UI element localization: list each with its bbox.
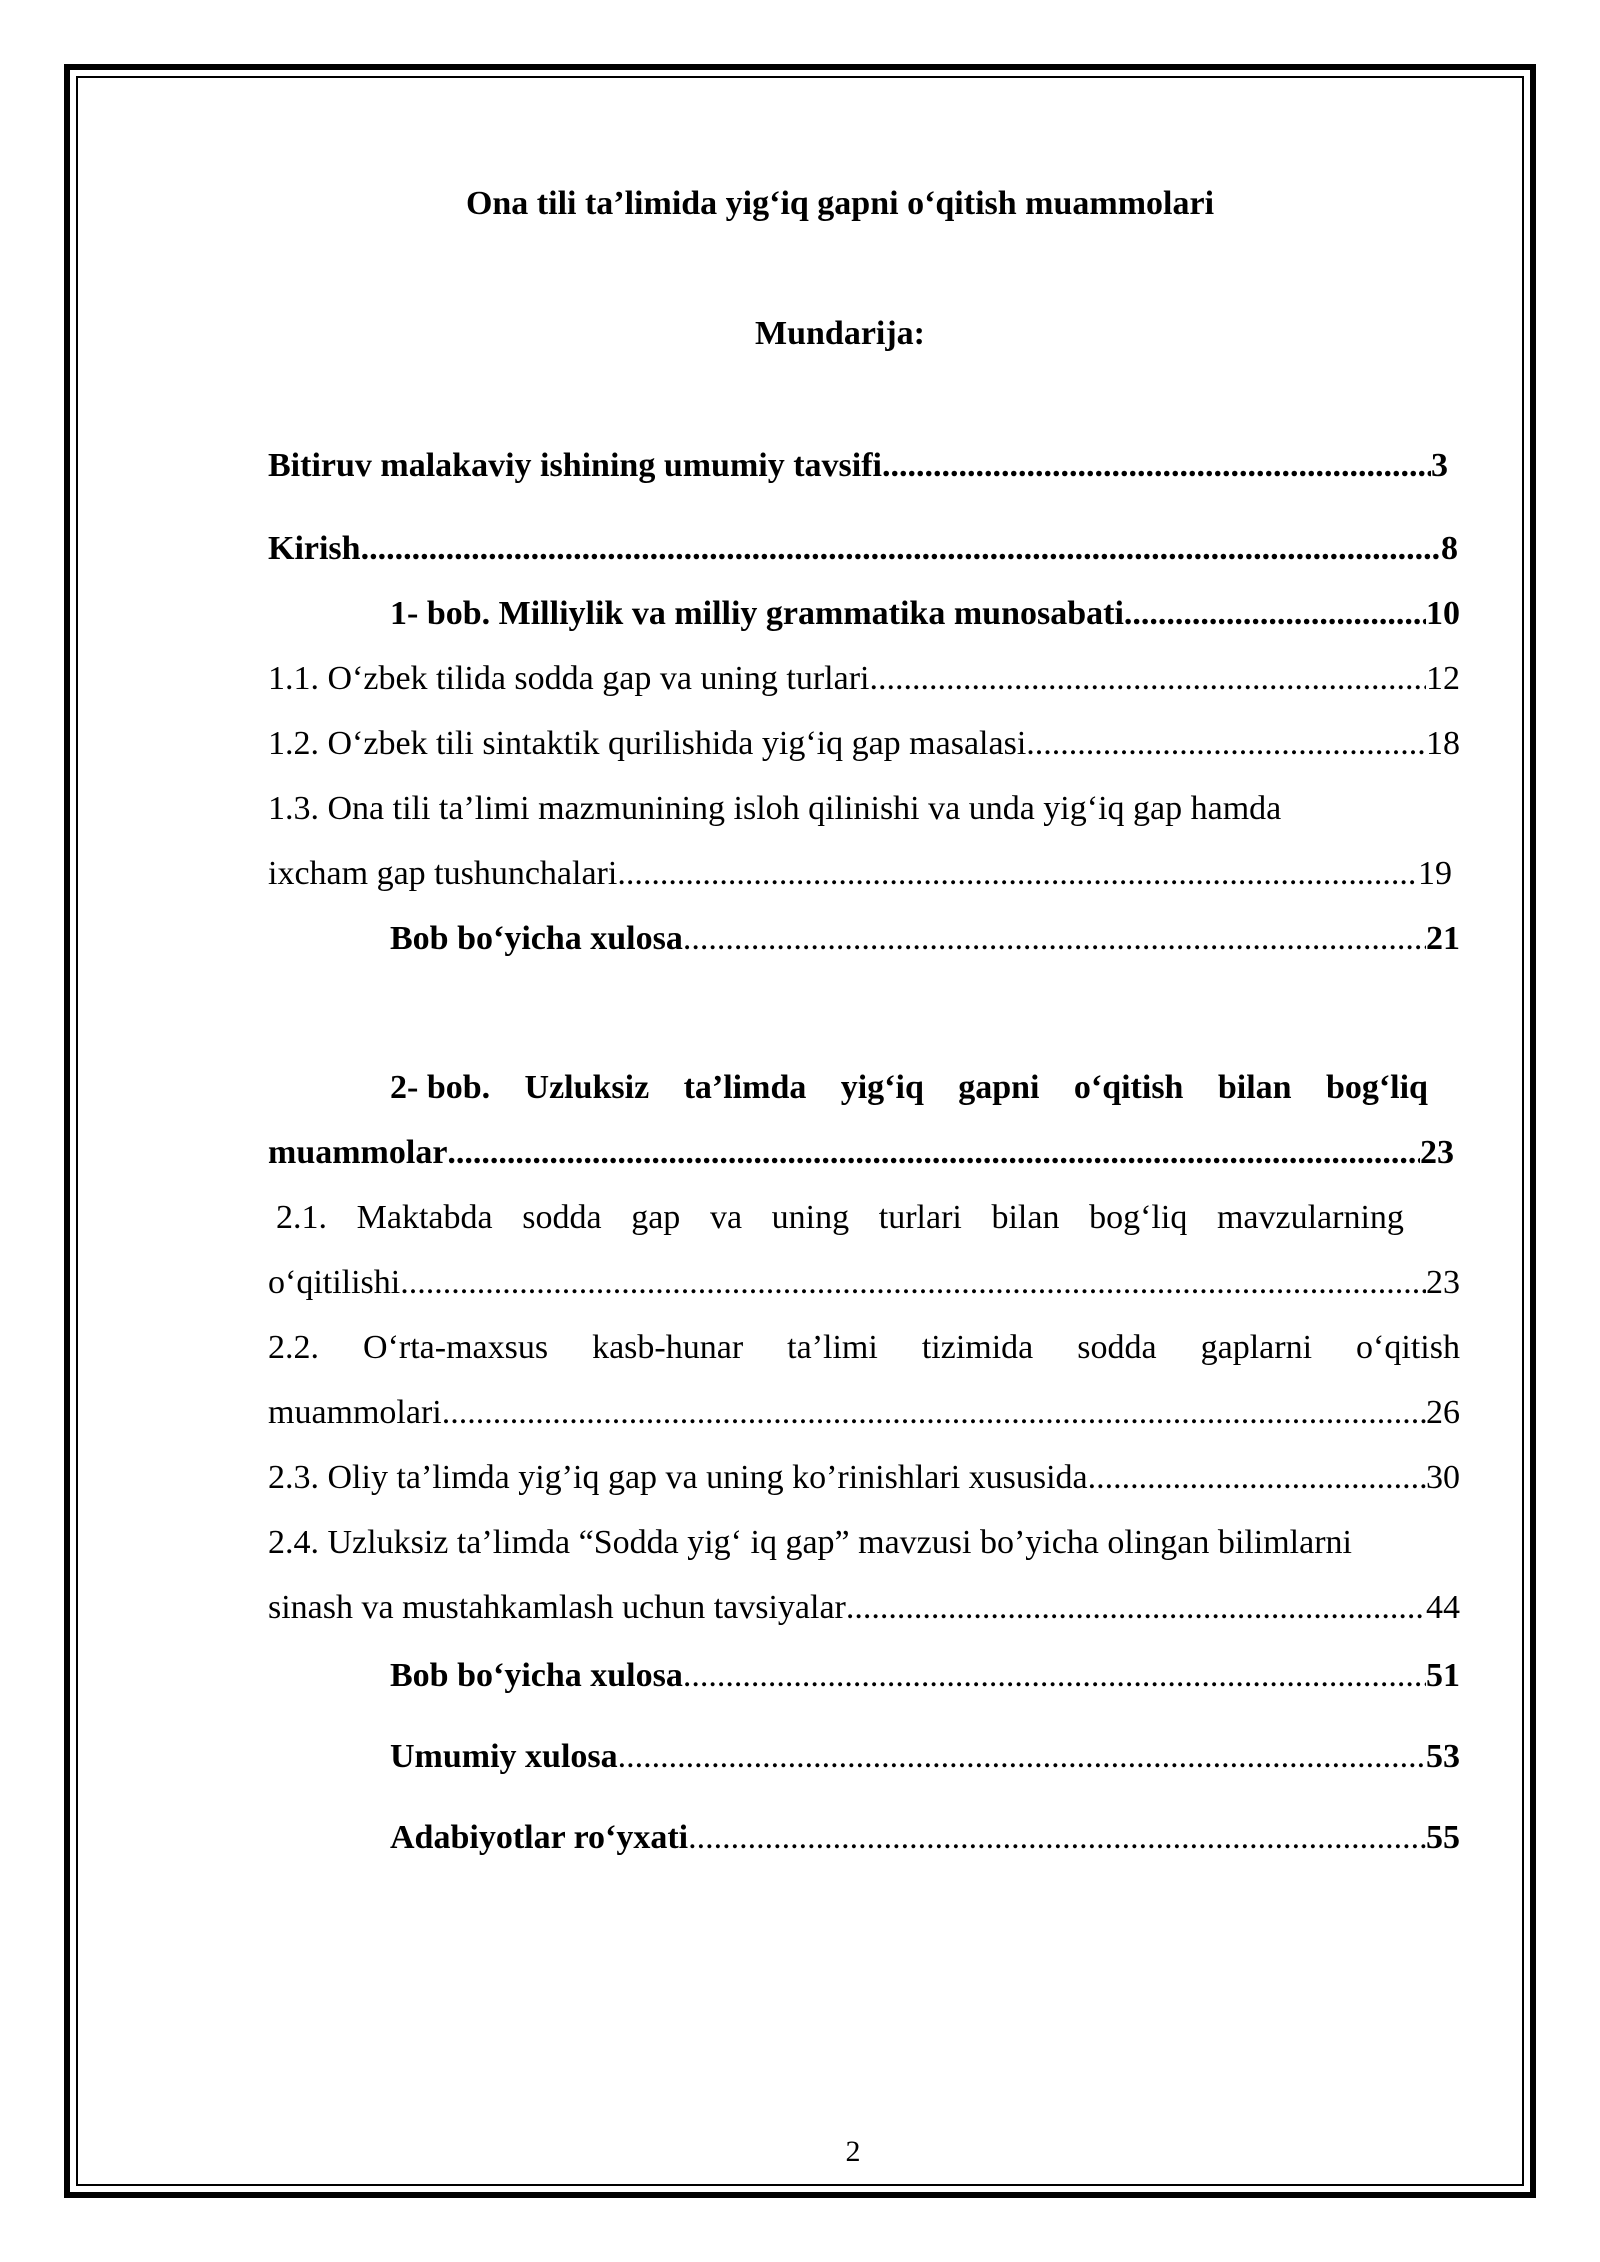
toc-leader-dots [683, 915, 1426, 963]
toc-entry[interactable] [268, 1389, 1460, 1437]
toc-leader-dots [361, 525, 1441, 573]
page-number: 2 [845, 2135, 861, 2168]
toc-entry[interactable] [268, 1454, 1460, 1502]
toc-word: kasb-hunar [592, 1329, 744, 1366]
toc-entry-text: 1- bob. Milliylik va milliy grammatika munosabati [390, 595, 1124, 632]
toc-leader-dots [846, 1584, 1426, 1632]
toc-entry-text[interactable]: 1.3. Ona tili ta’limi mazmunining isloh qilinishi va unda yig‘iq gap hamda [268, 790, 1282, 827]
toc-entry-page: 26 [1426, 1394, 1460, 1431]
toc-entry-page: 55 [1426, 1819, 1460, 1856]
toc-entry[interactable] [390, 1814, 1460, 1862]
toc-entry[interactable] [268, 655, 1460, 703]
toc-entry-page: 12 [1426, 660, 1460, 697]
toc-word: 2.1. [276, 1199, 327, 1236]
toc-word: 2- bob. [390, 1069, 491, 1106]
toc-entry[interactable] [390, 915, 1460, 963]
toc-entry-text: muammolar [268, 1134, 448, 1171]
toc-entry-text: Bob bo‘yicha xulosa [390, 920, 683, 957]
toc-word: bog‘liq [1325, 1069, 1428, 1106]
toc-word: gaplarni [1200, 1329, 1313, 1366]
toc-word: sodda [1077, 1329, 1157, 1366]
toc-entry-page: 10 [1426, 595, 1460, 632]
toc-entry-text: Kirish [268, 530, 361, 567]
toc-word: Uzluksiz [524, 1069, 650, 1106]
toc-entry-page: 18 [1426, 725, 1460, 762]
toc-entry-text: o‘qitilishi [268, 1264, 401, 1301]
toc-word: bilan [1217, 1069, 1292, 1106]
toc-word: 2.2. [268, 1329, 319, 1366]
toc-word: Maktabda [356, 1199, 493, 1236]
toc-entry-text: 1.1. O‘zbek tilida sodda gap va uning turlari [268, 660, 870, 697]
toc-word: va [709, 1199, 743, 1236]
toc-entry-text[interactable]: 2.4. Uzluksiz ta’limda “Sodda yig‘ iq gap” mavzusi bo’yicha olingan bilimlarni [268, 1524, 1352, 1561]
toc-entry-page: 23 [1426, 1264, 1460, 1301]
toc-entry-page: 23 [1420, 1134, 1454, 1171]
toc-entry[interactable] [268, 850, 1452, 898]
toc-word: uning [771, 1199, 850, 1236]
toc-entry-line[interactable] [268, 1324, 1460, 1372]
toc-entry-page: 51 [1426, 1657, 1460, 1694]
toc-entry-page: 53 [1426, 1738, 1460, 1775]
toc-entry[interactable] [268, 1259, 1460, 1307]
toc-entry-page: 44 [1426, 1589, 1460, 1626]
toc-word: tizimida [921, 1329, 1034, 1366]
toc-entry-line[interactable] [276, 1194, 1404, 1242]
toc-entry-page: 8 [1441, 530, 1458, 567]
toc-entry[interactable] [268, 1129, 1454, 1177]
toc-word: sodda [522, 1199, 602, 1236]
toc-entry-text: Adabiyotlar ro‘yxati [390, 1819, 689, 1856]
toc-word: bilan [991, 1199, 1060, 1236]
toc-word: yig‘iq [840, 1069, 924, 1106]
toc-heading: Mundarija: [755, 315, 925, 352]
toc-entry-text: Bitiruv malakaviy ishining umumiy tavsifi [268, 447, 882, 484]
toc-entry-page: 19 [1418, 855, 1452, 892]
toc-entry-text: Bob bo‘yicha xulosa [390, 1657, 683, 1694]
toc-entry-page: 3 [1431, 447, 1448, 484]
toc-word: ta’limi [787, 1329, 878, 1366]
toc-entry-text: 2.3. Oliy ta’limda yig’iq gap va uning ko’rinishlari xususida [268, 1459, 1088, 1496]
toc-word: gapni [958, 1069, 1040, 1106]
toc-entry[interactable] [268, 1584, 1460, 1632]
toc-leader-dots [442, 1389, 1426, 1437]
toc-leader-dots [617, 850, 1418, 898]
toc-leader-dots [683, 1652, 1426, 1700]
toc-leader-dots [618, 1733, 1426, 1781]
toc-leader-dots [400, 1259, 1426, 1307]
toc-entry-page: 30 [1426, 1459, 1460, 1496]
toc-entry-text: sinash va mustahkamlash uchun tavsiyalar [268, 1589, 846, 1626]
toc-word: o‘qitish [1073, 1069, 1184, 1106]
toc-entry-text: Umumiy xulosa [390, 1738, 618, 1775]
toc-entry[interactable] [268, 720, 1460, 768]
toc-chapter-entry-line[interactable] [390, 1064, 1428, 1112]
toc-entry[interactable] [390, 1733, 1460, 1781]
toc-entry[interactable] [390, 1652, 1460, 1700]
toc-entry-text: ixcham gap tushunchalari [268, 855, 618, 892]
toc-leader-dots [1088, 1454, 1426, 1502]
toc-leader-dots [1026, 720, 1426, 768]
toc-entry-text: muammolari [268, 1394, 442, 1431]
toc-leader-dots [1124, 590, 1426, 638]
toc-word: mavzularning [1216, 1199, 1404, 1236]
toc-entry-text: 1.2. O‘zbek tili sintaktik qurilishida yig‘iq gap masalasi [268, 725, 1027, 762]
toc-entry-page: 21 [1426, 920, 1460, 957]
toc-leader-dots [447, 1129, 1420, 1177]
toc-entry[interactable] [268, 525, 1458, 573]
toc-leader-dots [882, 442, 1431, 490]
toc-leader-dots [869, 655, 1426, 703]
toc-word: bog‘liq [1089, 1199, 1188, 1236]
toc-word: o‘qitish [1356, 1329, 1460, 1366]
toc-word: turlari [878, 1199, 962, 1236]
toc-word: O‘rta-maxsus [363, 1329, 549, 1366]
toc-entry[interactable] [268, 442, 1448, 490]
document-title: Ona tili ta’limida yig‘iq gapni o‘qitish muammolari [465, 185, 1215, 222]
toc-chapter-entry[interactable] [390, 590, 1460, 638]
toc-leader-dots [688, 1814, 1426, 1862]
toc-word: gap [631, 1199, 681, 1236]
toc-word: ta’limda [683, 1069, 807, 1106]
